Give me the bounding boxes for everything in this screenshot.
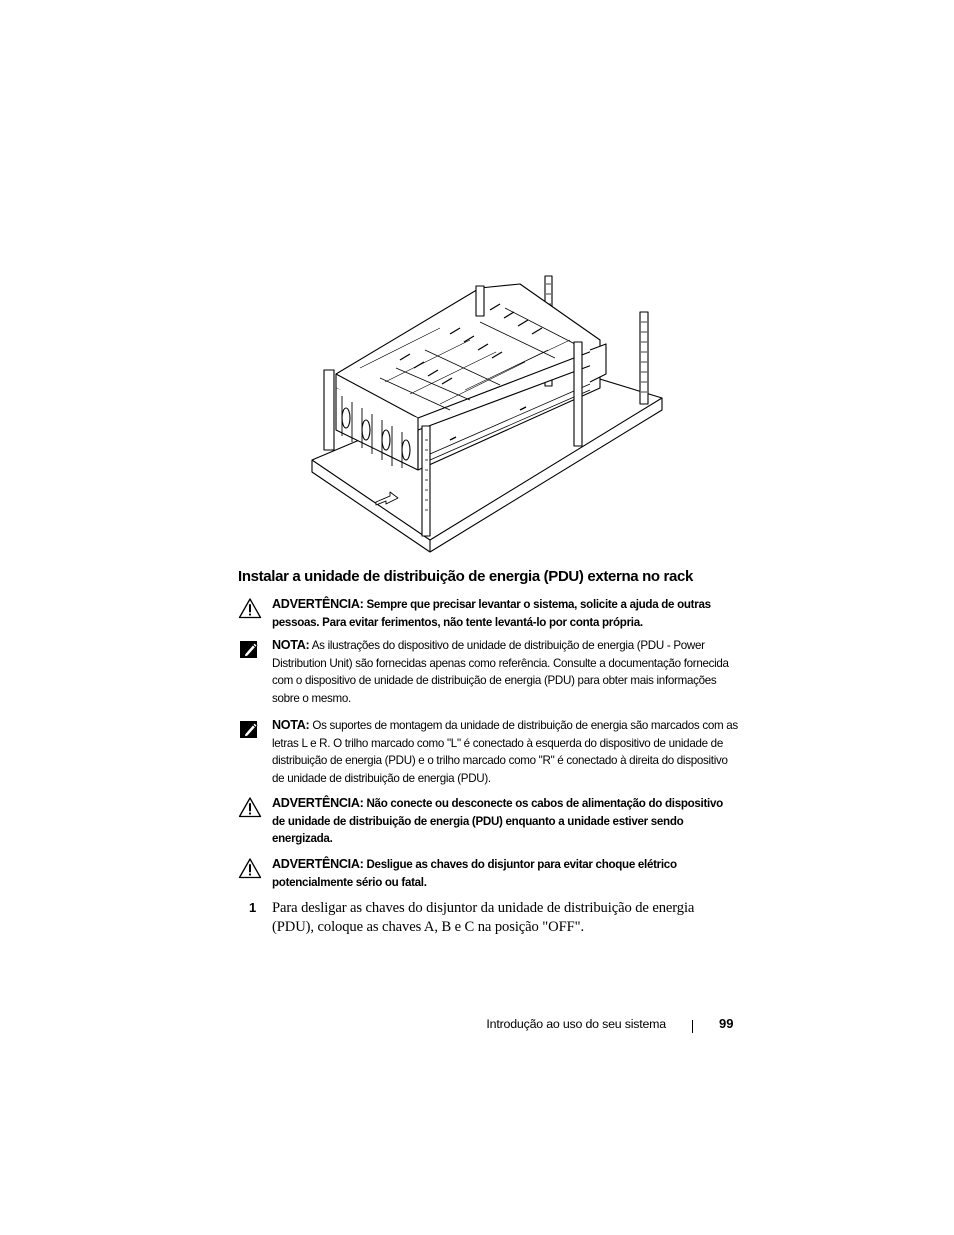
notice-label: NOTA: (272, 718, 310, 732)
warning-notice (238, 795, 738, 848)
pdu-rack-illustration (300, 270, 670, 560)
page-number: 99 (719, 1016, 734, 1031)
warning-triangle-icon (238, 796, 262, 818)
warning-notice (238, 596, 738, 631)
warning-triangle-icon (238, 597, 262, 619)
notice-text: Desligue as chaves do disjuntor para evitar choque elétrico potencialmente sério ou fatal. (272, 858, 677, 889)
section-heading: Instalar a unidade de distribuição de energia (PDU) externa no rack (238, 568, 694, 585)
footer-title: Introdução ao uso do seu sistema (486, 1017, 666, 1031)
notice-label: ADVERTÊNCIA: (272, 796, 364, 810)
note-pencil-icon (238, 638, 262, 660)
warning-notice (238, 856, 738, 891)
notice-label: ADVERTÊNCIA: (272, 857, 364, 871)
note-notice (238, 717, 738, 787)
step-number: 1 (249, 900, 257, 915)
warning-triangle-icon (238, 857, 262, 879)
footer-separator (692, 1020, 693, 1033)
step-text: Para desligar as chaves do disjuntor da unidade de distribuição de energia (PDU), coloque as chaves A, B e C na posição "OFF". (272, 900, 695, 935)
note-notice (238, 637, 738, 707)
page-footer (0, 1016, 954, 1036)
step-item (249, 899, 739, 936)
notice-text: Não conecte ou desconecte os cabos de alimentação do dispositivo de unidade de distribuição de energia (PDU) enquanto a unidade estiver sendo energizada. (272, 797, 723, 846)
notice-label: NOTA: (272, 638, 310, 652)
notice-label: ADVERTÊNCIA: (272, 597, 364, 611)
notice-text: Sempre que precisar levantar o sistema, solicite a ajuda de outras pessoas. Para evitar ferimentos, não tente levantá-lo por conta própria. (272, 598, 711, 629)
notice-text: Os suportes de montagem da unidade de distribuição de energia são marcados com as letras L e R. O trilho marcado como "L" é conectado à esquerda do dispositivo de unidade de distribuição de energia (PDU) e o trilho marcado como "R" é conectado à direita do dispositivo de unidade de distribuição de energia (PDU). (272, 719, 738, 785)
note-pencil-icon (238, 718, 262, 740)
notice-text: As ilustrações do dispositivo de unidade de distribuição de energia (PDU - Power Distribution Unit) são fornecidas apenas como referência. Consulte a documentação fornecida com o dispositivo de unidade de distribuição de energia (PDU) para obter mais informações sobre o mesmo. (272, 639, 729, 705)
